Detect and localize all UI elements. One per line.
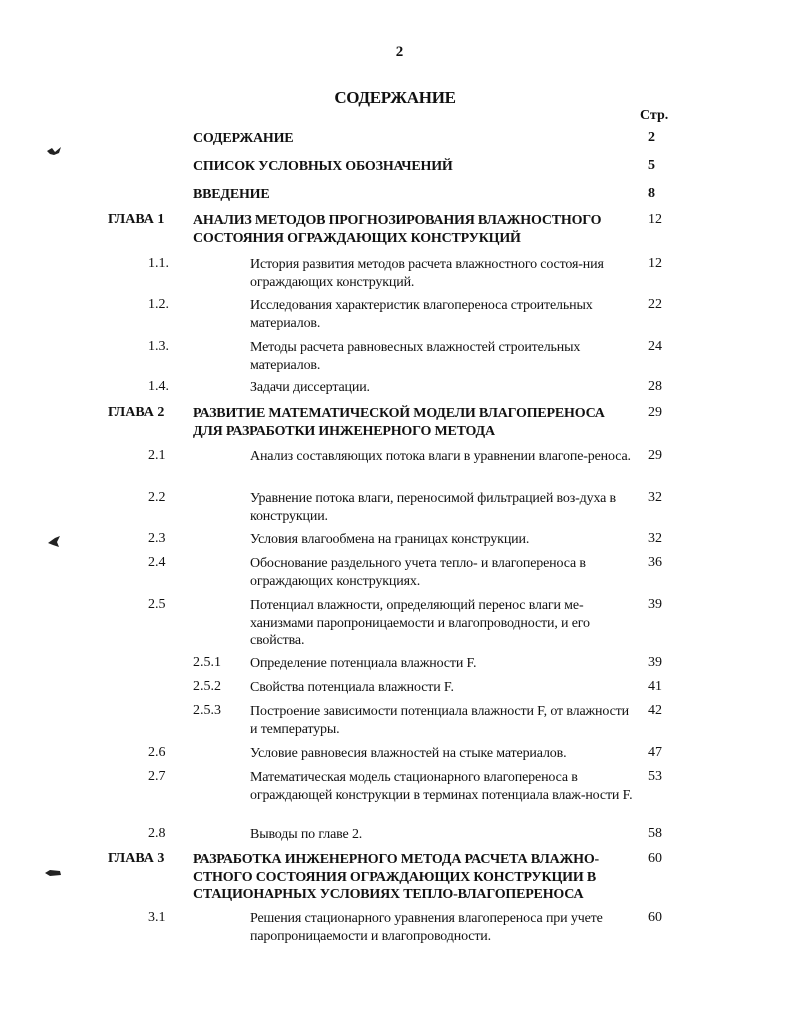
scan-mark-icon	[46, 145, 62, 157]
toc-entry-text: Условия влагообмена на границах конструкции.	[250, 532, 530, 547]
toc-entry-page: 41	[648, 679, 662, 694]
toc-entry-text: Определение потенциала влажности F.	[250, 656, 477, 671]
toc-entry-number: 1.1.	[148, 256, 169, 271]
toc-entry-page: 32	[648, 531, 662, 546]
toc-entry-page: 29	[648, 448, 662, 463]
toc-entry-text: РАЗВИТИЕ МАТЕМАТИЧЕСКОЙ МОДЕЛИ ВЛАГОПЕРЕНОСА ДЛЯ РАЗРАБОТКИ ИНЖЕНЕРНОГО МЕТОДА	[193, 406, 605, 439]
toc-entry-number: 1.3.	[148, 339, 169, 354]
toc-entry-text: Исследования характеристик влагопереноса строительных материалов.	[250, 298, 593, 331]
toc-entry-page: 47	[648, 745, 662, 760]
toc-entry-page: 53	[648, 769, 662, 784]
page-column-label: Стр.	[640, 108, 669, 123]
toc-entry-page: 22	[648, 297, 662, 312]
scan-mark-icon	[46, 535, 62, 549]
toc-entry-page: 60	[648, 910, 662, 925]
toc-entry-number: 2.5.3	[193, 703, 221, 718]
toc-entry-text: СОДЕРЖАНИЕ	[193, 131, 294, 146]
toc-entry-text: Потенциал влажности, определяющий перенос влаги ме-ханизмами паропроницаемости и влагопроводности, и его свойства.	[250, 598, 590, 648]
toc-entry-number: 2.8	[148, 826, 166, 841]
toc-entry-text: Свойства потенциала влажности F.	[250, 680, 454, 695]
toc-entry-page: 12	[648, 212, 662, 227]
toc-entry-text: Выводы по главе 2.	[250, 827, 363, 842]
toc-entry-text: РАЗРАБОТКА ИНЖЕНЕРНОГО МЕТОДА РАСЧЕТА ВЛАЖНО-СТНОГО СОСТОЯНИЯ ОГРАЖДАЮЩИХ КОНСТРУКЦИИ В СТАЦИОНАРНЫХ УСЛОВИЯХ ТЕПЛО-ВЛАГОПЕРЕНОСА	[193, 852, 599, 902]
toc-entry-page: 2	[648, 130, 655, 145]
toc-entry-number: 1.4.	[148, 379, 169, 394]
toc-entry-page: 32	[648, 490, 662, 505]
toc-entry-page: 5	[648, 158, 655, 173]
toc-entry-page: 8	[648, 186, 655, 201]
toc-entry-number: ГЛАВА 1	[108, 212, 165, 227]
toc-entry-page: 24	[648, 339, 662, 354]
toc-entry-text: Условие равновесия влажностей на стыке материалов.	[250, 746, 567, 761]
toc-entry-text: СПИСОК УСЛОВНЫХ ОБОЗНАЧЕНИЙ	[193, 159, 453, 174]
toc-entry-number: 2.3	[148, 531, 166, 546]
toc-entry-number: ГЛАВА 3	[108, 851, 165, 866]
toc-entry-number: 2.4	[148, 555, 166, 570]
scan-mark-icon	[44, 868, 62, 878]
toc-entry-number: 3.1	[148, 910, 166, 925]
toc-entry-page: 60	[648, 851, 662, 866]
toc-entry-text: АНАЛИЗ МЕТОДОВ ПРОГНОЗИРОВАНИЯ ВЛАЖНОСТНОГО СОСТОЯНИЯ ОГРАЖДАЮЩИХ КОНСТРУКЦИЙ	[193, 213, 602, 246]
toc-entry-page: 42	[648, 703, 662, 718]
toc-entry-page: 58	[648, 826, 662, 841]
toc-entry-text: Анализ составляющих потока влаги в уравнении влагопе-реноса.	[250, 449, 631, 464]
toc-entry-text: ВВЕДЕНИЕ	[193, 187, 270, 202]
toc-entry-text: Задачи диссертации.	[250, 380, 370, 395]
toc-entry-number: 2.2	[148, 490, 166, 505]
toc-entry-page: 39	[648, 655, 662, 670]
toc-entry-text: Решения стационарного уравнения влагопереноса при учете паропроницаемости и влагопроводности.	[250, 911, 603, 944]
toc-entry-number: 2.7	[148, 769, 166, 784]
toc-entry-page: 36	[648, 555, 662, 570]
toc-entry-number: 2.6	[148, 745, 166, 760]
toc-entry-number: 1.2.	[148, 297, 169, 312]
toc-entry-number: 2.5.2	[193, 679, 221, 694]
toc-entry-text: Обоснование раздельного учета тепло- и влагопереноса в ограждающих конструкциях.	[250, 556, 586, 589]
toc-entry-page: 29	[648, 405, 662, 420]
toc-entry-text: Уравнение потока влаги, переносимой фильтрацией воз-духа в конструкции.	[250, 491, 616, 524]
toc-entry-number: 2.1	[148, 448, 166, 463]
toc-entry-number: 2.5.1	[193, 655, 221, 670]
toc-entry-page: 12	[648, 256, 662, 271]
toc-entry-page: 28	[648, 379, 662, 394]
toc-entry-text: Методы расчета равновесных влажностей строительных материалов.	[250, 340, 581, 373]
toc-entry-text: Построение зависимости потенциала влажности F, от влажности и температуры.	[250, 704, 629, 737]
toc-entry-number: 2.5	[148, 597, 166, 612]
toc-entry-text: Математическая модель стационарного влагопереноса в ограждающей конструкции в терминах потенциала влаж-ности F.	[250, 770, 633, 803]
toc-entry-page: 39	[648, 597, 662, 612]
page-title: СОДЕРЖАНИЕ	[334, 88, 456, 107]
toc-entry-text: История развития методов расчета влажностного состоя-ния ограждающих конструкций.	[250, 257, 604, 290]
toc-entry-number: ГЛАВА 2	[108, 405, 165, 420]
page-number: 2	[395, 44, 404, 60]
